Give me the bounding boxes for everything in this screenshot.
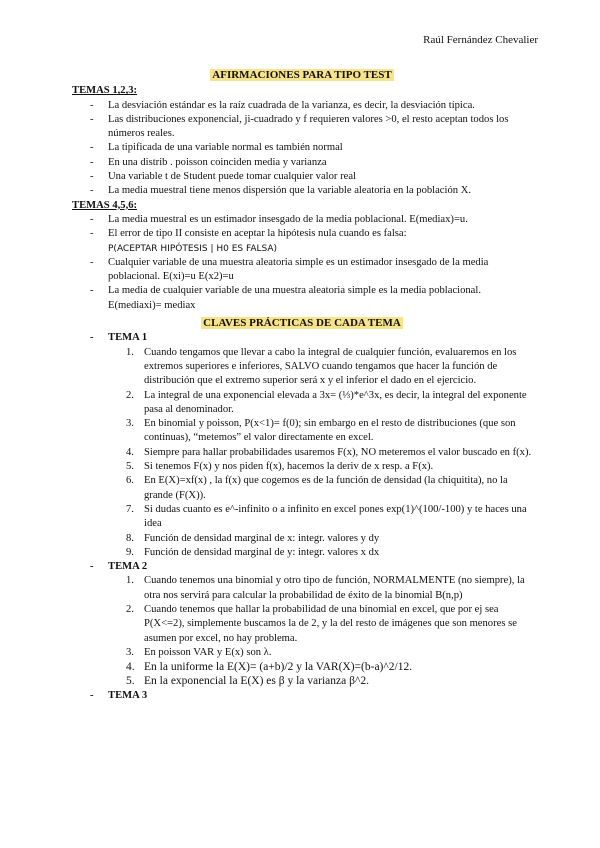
list-item: 9. Función de densidad marginal de y: integr. valores x dx: [126, 546, 380, 558]
list-item: 4. En la uniforme la E(X)= (a+b)/2 y la VAR(X)=(b-a)^2/12.: [126, 661, 413, 674]
list-item: 1. Cuando tengamos que llevar a cabo la integral de cualquier función, evaluaremos en los extremos superiores e inferiores, SALVO cuando tengamos que hacer la función de distribución que el extremo superior será x y el inferior el dado en el ejercicio.: [126, 346, 517, 387]
afirmaciones-list-456: [72, 213, 532, 313]
author-name: Raúl Fernández Chevalier: [423, 34, 538, 46]
tema-block-2: [72, 560, 532, 689]
list-item: - En una distrib . poisson coinciden media y varianza: [72, 156, 532, 170]
tema-1-items: [108, 346, 532, 560]
formula-error-tipo-ii: P(ACEPTAR HIPÓTESIS | H0 ES FALSA): [108, 243, 278, 254]
list-item: 6. En E(X)=xf(x) , la f(x) que cogemos es de la función de densidad (la chiquitita), no la grande (F(X)).: [126, 475, 508, 501]
tema-heading: TEMA 1: [108, 332, 148, 344]
tema-block-1: [72, 331, 532, 560]
list-item-text: El error de tipo II consiste en aceptar la hipótesis nula cuando es falsa:: [108, 228, 407, 240]
document-body: [72, 68, 532, 703]
group-heading-temas-456: TEMAS 4,5,6:: [72, 199, 138, 211]
temas-list: [72, 331, 532, 703]
list-item: 2. Cuando tenemos que hallar la probabilidad de una binomial en excel, que por ej sea P(X<=2), simplemente buscamos la de 2, y la del resto de imágenes que son menores se asumen por excel, no hay problema.: [126, 603, 517, 644]
list-item: - Una variable t de Student puede tomar cualquier valor real: [72, 170, 532, 184]
list-item: - La media muestral tiene menos dispersión que la variable aleatoria en la población X.: [72, 184, 532, 198]
list-item: 3. En poisson VAR y E(x) son λ.: [126, 646, 272, 658]
list-item: 2. La integral de una exponencial elevada a 3x= (⅓)*e^3x, es decir, la integral del exponente pasa al denominador.: [126, 389, 527, 415]
afirmaciones-list-123: [72, 99, 532, 199]
list-item: - La media de cualquier variable de una muestra aleatoria simple es la media poblacional. E(mediaxi)= mediax: [72, 284, 532, 313]
tema-heading: TEMA 3: [108, 689, 148, 701]
list-item: 8. Función de densidad marginal de x: integr. valores y dy: [126, 532, 380, 544]
section-title-claves: CLAVES PRÁCTICAS DE CADA TEMA: [203, 317, 401, 330]
list-item: 3. En binomial y poisson, P(x<1)= f(0); sin embargo en el resto de distribuciones (que son continuas), “metemos” el valor directamente en excel.: [126, 418, 516, 444]
list-item: - Las distribuciones exponencial, ji-cuadrado y f requieren valores >0, el resto aceptan todos los números reales.: [72, 113, 532, 142]
list-item: [72, 227, 532, 256]
group-heading-temas-123: TEMAS 1,2,3:: [72, 85, 138, 97]
list-item: 4. Siempre para hallar probabilidades usaremos F(x), NO meteremos el valor buscado en f(x).: [126, 446, 532, 458]
tema-2-items: [108, 574, 532, 688]
list-item: 5. En la exponencial la E(X) es β y la varianza β^2.: [126, 675, 369, 688]
section-title-afirmaciones: AFIRMACIONES PARA TIPO TEST: [212, 69, 392, 81]
tema-heading: TEMA 2: [108, 561, 148, 573]
list-item: - Cualquier variable de una muestra aleatoria simple es un estimador insesgado de la media poblacional. E(xi)=u E(x2)=u: [72, 256, 532, 285]
tema-block-3: [72, 689, 532, 703]
list-item: 5. Si tenemos F(x) y nos piden f(x), hacemos la deriv de x resp. a F(x).: [126, 461, 434, 473]
list-item: - La desviación estándar es la raíz cuadrada de la varianza, es decir, la desviación típica.: [72, 99, 532, 113]
list-item: 7. Si dudas cuanto es e^-infinito o a infinito en excel pones exp(1)^(100/-100) y te haces una idea: [126, 503, 527, 530]
list-item: - La tipificada de una variable normal es también normal: [72, 141, 532, 155]
list-item: - La media muestral es un estimador insesgado de la media poblacional. E(mediax)=u.: [72, 213, 532, 227]
list-item: 1. Cuando tenemos una binomial y otro tipo de función, NORMALMENTE (no siempre), la otra nos servirá para calcular la probabilidad de éxito de la binomial B(n,p): [126, 575, 525, 601]
